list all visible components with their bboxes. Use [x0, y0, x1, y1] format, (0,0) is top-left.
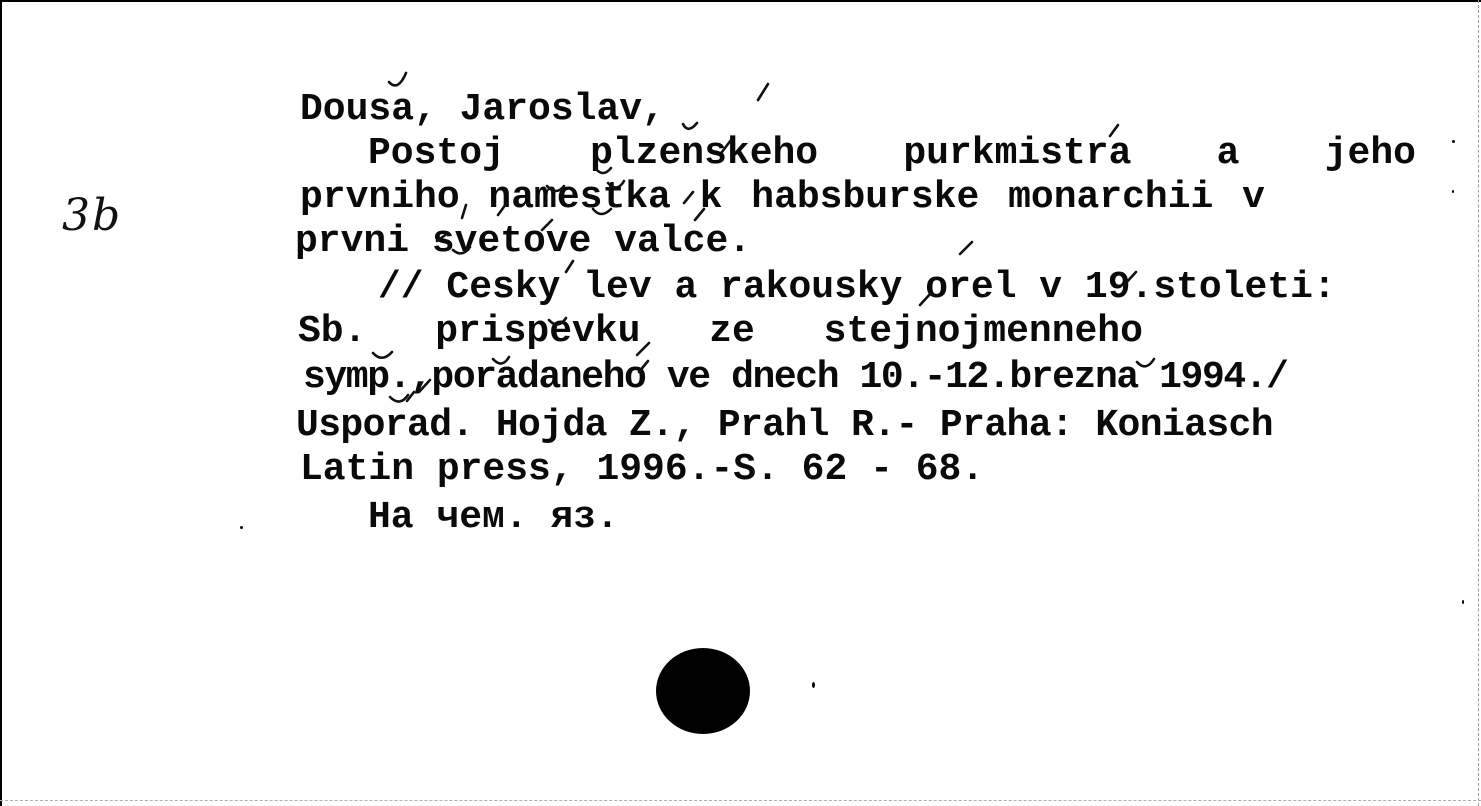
- paper-speck: [812, 682, 815, 688]
- title-word: plzenskeho: [590, 132, 819, 175]
- punched-hole: [656, 648, 750, 734]
- title-line-2: prvniho namestka k habsburske monarchii v: [300, 176, 1265, 219]
- publisher-line: Usporad. Hojda Z., Prahl R.- Praha: Koniasch: [296, 404, 1273, 447]
- imprint-line: Latin press, 1996.-S. 62 - 68.: [300, 448, 985, 491]
- paper-speck: [1462, 600, 1464, 604]
- handwritten-shelf-mark: 3b: [62, 190, 123, 241]
- paper-speck: [240, 526, 243, 529]
- series-line-1: // Cesky lev a rakousky orel v 19.stoleti:: [378, 266, 1336, 309]
- series-line-3: symp.,poradaneho ve dnech 10.-12.brezna 1994./: [303, 356, 1288, 399]
- title-word: purkmistra: [903, 132, 1132, 175]
- card-border-top: [0, 0, 1481, 2]
- series-line-2: Sb. prispevku ze stejnojmenneho: [298, 310, 1143, 353]
- language-note: На чем. яз.: [368, 496, 619, 539]
- title-line-1-text: Postoj: [368, 132, 505, 175]
- paper-speck: [1452, 190, 1454, 193]
- title-word: jeho: [1324, 132, 1416, 175]
- author-line: Dousa, Jaroslav,: [300, 88, 665, 131]
- title-line-1: [368, 130, 1416, 178]
- card-border-bottom: [0, 800, 1481, 801]
- title-word: a: [1216, 132, 1240, 175]
- card-border-right: [1478, 0, 1479, 806]
- paper-speck: [1452, 140, 1455, 143]
- card-border-left: [0, 0, 2, 806]
- title-line-3: prvni svetove valce.: [295, 220, 752, 263]
